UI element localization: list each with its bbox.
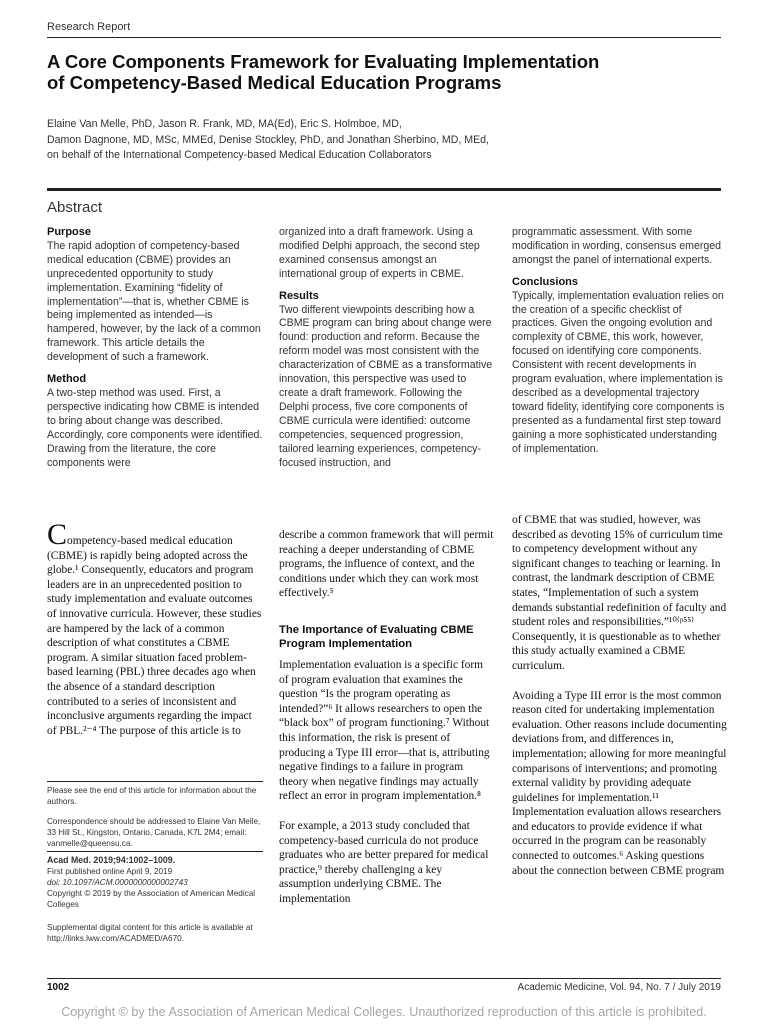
abstract-heading: Abstract: [47, 199, 103, 216]
body-column-3: [512, 513, 728, 878]
results-heading: Results: [279, 289, 319, 302]
abstract-column-3: [512, 226, 728, 457]
intro-paragraph: [47, 518, 263, 738]
body-paragraph: Implementation evaluation is a specific form of program evaluation that examines the question “Is the program operating as intended?”⁶ It allows researchers to open the “black box” of program functioning.⁷ Without this information, the risk is present of producing a Type III error—that is, attributing negative findings to a failure in program theory when negative findings may actually reflect an error in program implementation.⁸: [279, 658, 490, 803]
doi-link[interactable]: doi: 10.1097/ACM.0000000000002743: [47, 878, 188, 887]
citation-rule: [47, 851, 263, 852]
drop-cap: C: [47, 518, 68, 551]
article-title: A Core Components Framework for Evaluating Implementation of Competency-Based Medical Education Programs: [47, 51, 600, 93]
running-header: Research Report: [47, 21, 131, 33]
body-paragraph: Avoiding a Type III error is the most common reason cited for undertaking implementation evaluation. Other reasons include documenting deviations from, and differences in, implementation; allowing for more meaningful comparisons of interventions; and promoting external validity by providing adequate guidelines for implementation.¹¹ Implementation evaluation allows researchers and educators to provide evidence if what occurred in the program can be reasonably connected to outcomes.⁶ Asking questions about the connection between CBME program: [512, 689, 727, 877]
body-column-1: [47, 518, 263, 738]
body-paragraph: of CBME that was studied, however, was described as devoting 15% of curriculum time to competency development without any significant changes to teaching or learning. In contrast, the landmark description of CBME states, “Implementation of such a system demands substantial redefinition of faculty and student roles and responsibilities.”¹⁰⁽ᵖ⁵⁵⁾ Consequently, it is questionable as to whether this study actually examined a CBME curriculum.: [512, 514, 727, 672]
abstract-rule: [47, 188, 721, 191]
copyright-note: Copyright © 2019 by the Association of American Medical Colleges: [47, 889, 256, 909]
body-column-2: [279, 528, 495, 906]
author-line: Elaine Van Melle, PhD, Jason R. Frank, MD, MA(Ed), Eric S. Holmboe, MD,: [47, 118, 402, 130]
abstract-column-2: [279, 226, 495, 470]
section-heading: The Importance of Evaluating CBME Program Implementation: [279, 623, 474, 650]
correspondence-note: Correspondence should be addressed to Elaine Van Melle, 33 Hill St., Kingston, Ontario, Canada, K7L 2M4; email: vanmelle@queensu.ca.: [47, 817, 261, 848]
header-rule: [47, 37, 721, 38]
purpose-heading: Purpose: [47, 226, 92, 238]
author-line: on behalf of the International Competency-based Medical Education Collaborators: [47, 149, 432, 161]
body-paragraph: describe a common framework that will permit reaching a deeper understanding of CBME programs, the influence of context, and the conditions under which they can work most effectively.⁵: [279, 529, 494, 600]
supplemental-note: Supplemental digital content for this article is available at http://links.lww.com/ACADMED/A670.: [47, 923, 253, 943]
journal-citation: Acad Med. 2019;94:1002–1009.: [47, 855, 176, 865]
results-text: Two different viewpoints describing how a CBME program can bring about change were found: production and reform. Because the reform model was most consistent with the characterization of CBME as a transformative innovation, this perspective was used to create a draft framework. Following the Delphi process, five core components of CBME curricula were identified: outcome competencies, sequenced progression, tailored learning experiences, competency-focused instruction, and: [279, 303, 493, 469]
method-text: A two-step method was used. First, a perspective indicating how CBME is intended to bring about change was described. Accordingly, core components were identified. Drawing from the literature, the core components were: [47, 386, 263, 469]
author-line: Damon Dagnone, MD, MSc, MMEd, Denise Stockley, PhD, and Jonathan Sherbino, MD, MEd,: [47, 133, 489, 146]
copyright-banner: Copyright © by the Association of American Medical Colleges. Unauthorized reproduction of this article is prohibited.: [61, 1005, 707, 1019]
notes-rule: [47, 781, 263, 782]
purpose-text: The rapid adoption of competency-based medical education (CBME) provides an unprecedented opportunity to study implementation. Examining “fidelity of implementation”—that is, whether CBME is being implemented as intended—is hampered, however, by the lack of a common framework. This article details the development of such a framework.: [47, 239, 261, 364]
intro-text: ompetency-based medical education (CBME) is rapidly being adopted across the globe.¹ Consequently, educators and program leaders are in an unprecedented position to study implementation and evaluate outcomes of innovative curricula. However, these studies are hampered by the lack of a common description of what constitutes a CBME program. A similar situation faced problem-based learning (PBL) three decades ago when the absence of a standard description contributed to a series of inconsistent and inconclusive arguments regarding the impact of PBL.²⁻⁴ The purpose of this article is to: [47, 535, 262, 737]
first-published: First published online April 9, 2019: [47, 867, 173, 876]
abstract-column-1: [47, 226, 263, 470]
page-number: 1002: [47, 982, 70, 993]
conclusions-text: Typically, implementation evaluation relies on the creation of a specific checklist of practices. Given the ongoing evolution and complexity of CBME, this work, however, focused on identifying core components. Consistent with recent developments in program evaluation, where implementation is described as a developmental trajectory toward fidelity, identifying core components is presented as a fundamental first step toward gaining a more sophisticated understanding of implementation.: [512, 289, 725, 455]
conclusions-heading: Conclusions: [512, 275, 579, 288]
author-list: [47, 117, 607, 164]
method-text-continued: organized into a draft framework. Using a modified Delphi approach, the second step examined consensus amongst an international group of experts in CBME.: [279, 226, 480, 280]
author-notes: [47, 785, 263, 858]
method-heading: Method: [47, 373, 87, 386]
footer-rule: [47, 978, 721, 979]
body-paragraph: For example, a 2013 study concluded that competency-based curricula do not produce graduates who are better prepared for medical practice,⁹ thereby challenging a key assumption underlying CBME. The implementation: [279, 819, 489, 905]
authors-note: Please see the end of this article for information about the authors.: [47, 786, 257, 806]
results-text-continued: programmatic assessment. With some modification in wording, consensus emerged amongst the panel of international experts.: [512, 226, 722, 266]
journal-info: Academic Medicine, Vol. 94, No. 7 / July 2019: [517, 982, 721, 993]
citation-block: [47, 855, 263, 910]
